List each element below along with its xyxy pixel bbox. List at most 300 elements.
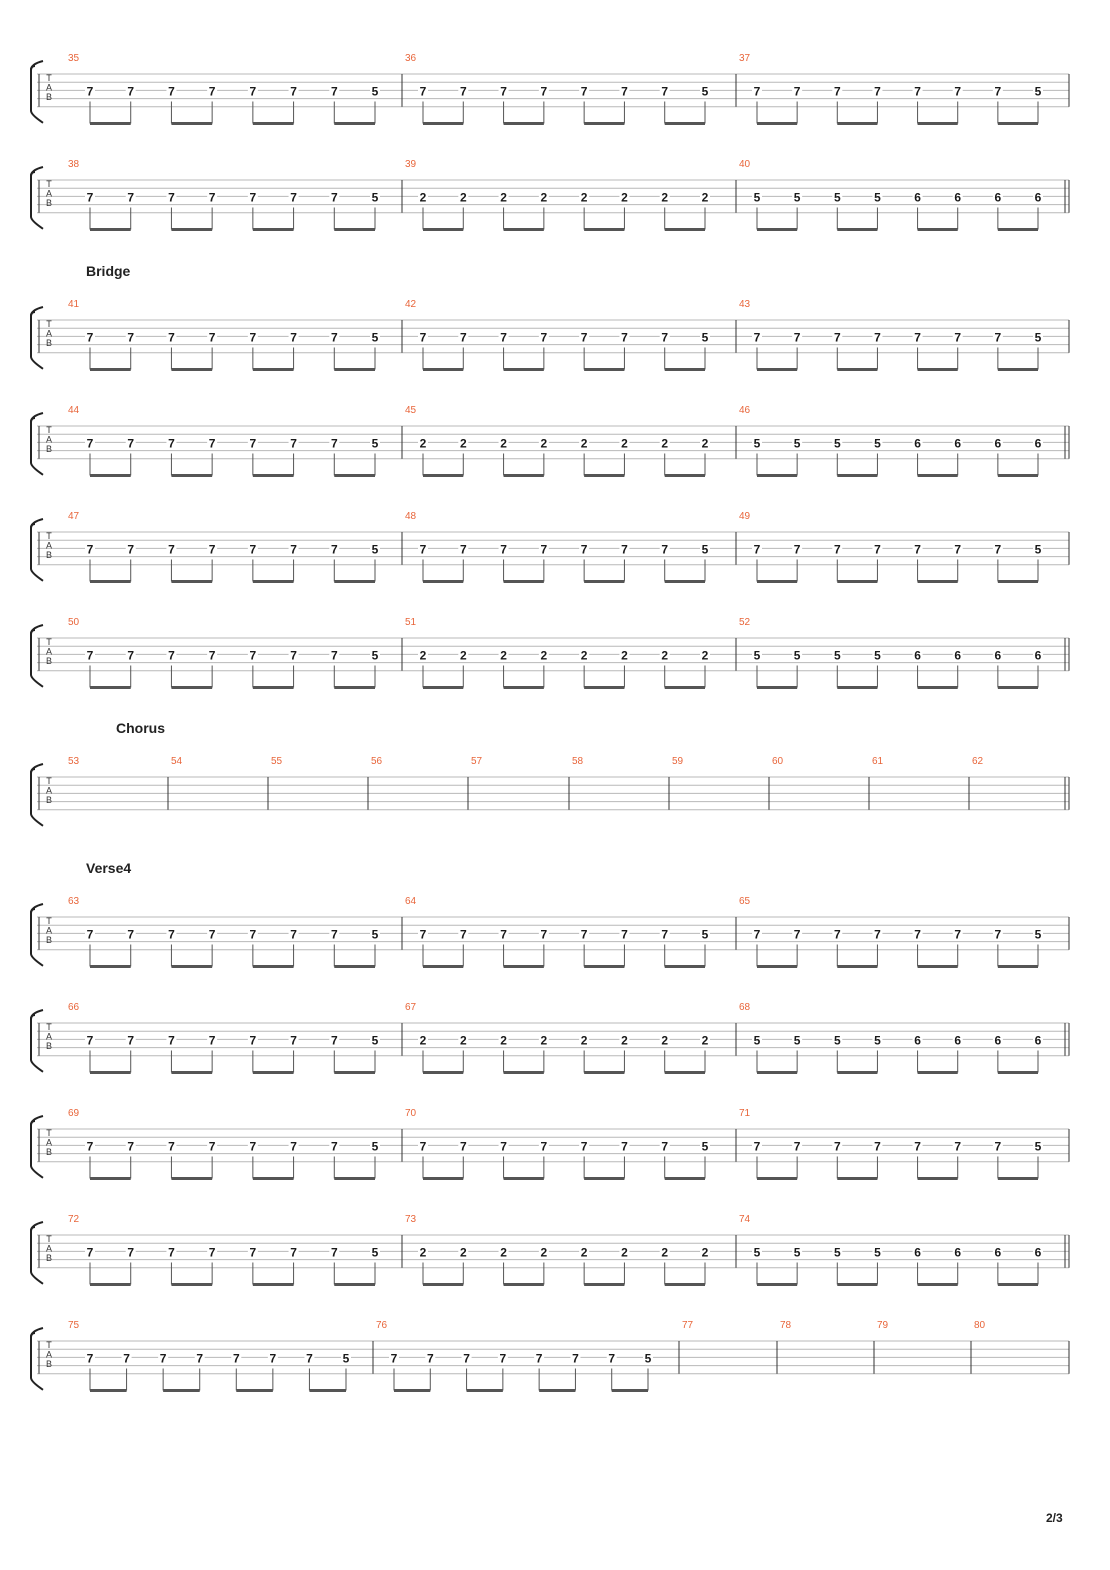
tab-clef-letter: T [46, 916, 52, 926]
fret-number: 7 [208, 1033, 216, 1048]
fret-number: 2 [661, 436, 669, 451]
fret-number: 7 [208, 542, 216, 557]
fret-number: 5 [793, 1245, 801, 1260]
fret-number: 5 [1034, 927, 1042, 942]
fret-number: 7 [463, 1351, 470, 1366]
fret-number: 6 [954, 1033, 962, 1048]
fret-number: 7 [290, 927, 297, 942]
measure-number: 47 [68, 511, 80, 522]
fret-number: 7 [330, 1245, 338, 1260]
fret-number: 5 [753, 1033, 761, 1048]
fret-number: 7 [661, 542, 669, 557]
measure-number: 72 [68, 1214, 80, 1225]
measure-number: 40 [739, 159, 751, 170]
fret-number: 7 [168, 1245, 175, 1260]
fret-number: 7 [168, 648, 175, 663]
fret-number: 2 [580, 1033, 588, 1048]
fret-number: 5 [1034, 1139, 1042, 1154]
fret-number: 7 [290, 1033, 297, 1048]
system-bracket-top [31, 1010, 43, 1019]
fret-number: 7 [208, 84, 216, 99]
measure-number: 54 [171, 756, 183, 767]
fret-number: 6 [1034, 648, 1042, 663]
fret-number: 2 [621, 1033, 628, 1048]
page-number: 2/3 [1046, 1511, 1063, 1525]
fret-number: 7 [123, 1351, 130, 1366]
tab-clef-letter: B [45, 1253, 53, 1263]
fret-number: 7 [954, 927, 962, 942]
fret-number: 7 [793, 542, 801, 557]
system-bracket-top [31, 519, 43, 528]
measure-number: 44 [68, 405, 80, 416]
fret-number: 2 [419, 190, 427, 205]
measure-number: 38 [68, 159, 80, 170]
fret-number: 5 [342, 1351, 350, 1366]
fret-number: 7 [661, 927, 669, 942]
fret-number: 7 [661, 84, 669, 99]
fret-number: 2 [419, 1245, 427, 1260]
measure-number: 52 [739, 617, 751, 628]
tab-clef-letter: A [45, 434, 53, 445]
fret-number: 2 [580, 1245, 588, 1260]
fret-number: 7 [580, 927, 588, 942]
fret-number: 2 [500, 436, 507, 451]
fret-number: 5 [701, 330, 709, 345]
fret-number: 6 [954, 1245, 962, 1260]
fret-number: 7 [330, 1033, 338, 1048]
fret-number: 7 [753, 542, 761, 557]
tab-clef-letter: T [46, 1128, 52, 1138]
fret-number: 5 [701, 542, 709, 557]
fret-number: 7 [914, 330, 921, 345]
fret-number: 2 [540, 1245, 548, 1260]
fret-number: 2 [701, 190, 709, 205]
measure-number: 80 [974, 1320, 986, 1331]
fret-number: 7 [753, 1139, 761, 1154]
fret-number: 2 [621, 1245, 628, 1260]
fret-number: 7 [580, 542, 588, 557]
fret-number: 7 [168, 436, 175, 451]
fret-number: 6 [1034, 190, 1042, 205]
fret-number: 2 [701, 1033, 709, 1048]
fret-number: 7 [874, 542, 881, 557]
system-bracket-top [31, 764, 43, 773]
fret-number: 5 [874, 648, 881, 663]
fret-number: 7 [459, 542, 467, 557]
tab-clef-letter: B [45, 795, 53, 805]
fret-number: 7 [994, 84, 1002, 99]
fret-number: 5 [371, 1033, 379, 1048]
tab-clef-letter: T [46, 1234, 52, 1244]
fret-number: 6 [914, 436, 921, 451]
fret-number: 5 [833, 648, 841, 663]
measure-number: 61 [872, 756, 884, 767]
fret-number: 5 [874, 436, 881, 451]
fret-number: 7 [914, 1139, 921, 1154]
fret-number: 7 [661, 1139, 669, 1154]
system-bracket [31, 1015, 43, 1072]
fret-number: 7 [208, 1139, 216, 1154]
measure-number: 71 [739, 1108, 751, 1119]
fret-number: 7 [86, 648, 94, 663]
fret-number: 7 [290, 330, 297, 345]
fret-number: 7 [86, 1139, 94, 1154]
fret-number: 7 [168, 542, 175, 557]
fret-number: 7 [86, 84, 94, 99]
fret-number: 2 [621, 436, 628, 451]
fret-number: 5 [793, 436, 801, 451]
fret-number: 7 [874, 84, 881, 99]
fret-number: 5 [644, 1351, 652, 1366]
fret-number: 7 [793, 84, 801, 99]
fret-number: 7 [127, 436, 135, 451]
fret-number: 6 [914, 190, 921, 205]
fret-number: 7 [249, 1245, 257, 1260]
tab-clef-letter: B [45, 444, 53, 454]
system-bracket-top [31, 904, 43, 913]
fret-number: 7 [330, 84, 338, 99]
fret-number: 5 [371, 330, 379, 345]
measure-number: 46 [739, 405, 751, 416]
fret-number: 7 [833, 1139, 841, 1154]
fret-number: 7 [127, 1245, 135, 1260]
fret-number: 7 [499, 1351, 507, 1366]
fret-number: 7 [874, 330, 881, 345]
measure-number: 55 [271, 756, 283, 767]
fret-number: 2 [621, 648, 628, 663]
fret-number: 7 [833, 542, 841, 557]
system-bracket-top [31, 307, 43, 316]
fret-number: 7 [168, 330, 175, 345]
fret-number: 7 [994, 330, 1002, 345]
fret-number: 5 [1034, 84, 1042, 99]
fret-number: 7 [914, 927, 921, 942]
fret-number: 7 [500, 330, 507, 345]
system-bracket [31, 769, 43, 826]
fret-number: 5 [793, 1033, 801, 1048]
fret-number: 7 [330, 190, 338, 205]
fret-number: 7 [249, 1139, 257, 1154]
tab-clef-letter: A [45, 82, 53, 93]
tab-clef-letter: A [45, 1137, 53, 1148]
fret-number: 7 [954, 1139, 962, 1154]
system-bracket [31, 1227, 43, 1284]
fret-number: 7 [290, 1245, 297, 1260]
fret-number: 2 [661, 1033, 669, 1048]
fret-number: 2 [540, 648, 548, 663]
fret-number: 7 [168, 1033, 175, 1048]
fret-number: 7 [572, 1351, 579, 1366]
fret-number: 5 [371, 190, 379, 205]
measure-number: 65 [739, 896, 751, 907]
fret-number: 5 [371, 648, 379, 663]
fret-number: 7 [86, 1351, 94, 1366]
tab-clef-letter: A [45, 925, 53, 936]
fret-number: 6 [994, 1033, 1002, 1048]
tab-clef-letter: T [46, 637, 52, 647]
system-bracket-top [31, 61, 43, 70]
measure-number: 74 [739, 1214, 751, 1225]
fret-number: 7 [208, 190, 216, 205]
fret-number: 7 [168, 927, 175, 942]
fret-number: 7 [540, 927, 548, 942]
fret-number: 6 [914, 1245, 921, 1260]
measure-number: 66 [68, 1002, 80, 1013]
fret-number: 7 [621, 84, 628, 99]
tab-clef-letter: B [45, 1359, 53, 1369]
fret-number: 7 [127, 330, 135, 345]
fret-number: 6 [914, 1033, 921, 1048]
fret-number: 7 [330, 542, 338, 557]
fret-number: 7 [621, 330, 628, 345]
fret-number: 5 [701, 84, 709, 99]
fret-number: 7 [621, 927, 628, 942]
fret-number: 7 [127, 1033, 135, 1048]
fret-number: 6 [1034, 1033, 1042, 1048]
system-bracket [31, 630, 43, 687]
fret-number: 7 [540, 330, 548, 345]
tab-clef-letter: A [45, 328, 53, 339]
fret-number: 7 [580, 84, 588, 99]
fret-number: 7 [330, 927, 338, 942]
tab-clef-letter: A [45, 646, 53, 657]
fret-number: 7 [159, 1351, 167, 1366]
fret-number: 7 [500, 84, 507, 99]
fret-number: 2 [701, 436, 709, 451]
fret-number: 7 [127, 927, 135, 942]
measure-number: 41 [68, 299, 80, 310]
fret-number: 2 [459, 648, 467, 663]
tab-clef-letter: B [45, 92, 53, 102]
tab-clef-letter: B [45, 550, 53, 560]
measure-number: 35 [68, 53, 80, 64]
fret-number: 7 [290, 542, 297, 557]
measure-number: 43 [739, 299, 751, 310]
fret-number: 7 [168, 190, 175, 205]
fret-number: 2 [500, 1033, 507, 1048]
fret-number: 7 [914, 84, 921, 99]
fret-number: 7 [419, 330, 427, 345]
fret-number: 5 [371, 436, 379, 451]
fret-number: 6 [914, 648, 921, 663]
measure-number: 76 [376, 1320, 388, 1331]
measure-number: 68 [739, 1002, 751, 1013]
fret-number: 5 [753, 648, 761, 663]
fret-number: 5 [371, 1139, 379, 1154]
fret-number: 7 [249, 542, 257, 557]
fret-number: 7 [168, 84, 175, 99]
fret-number: 2 [540, 190, 548, 205]
tab-clef-letter: A [45, 540, 53, 551]
fret-number: 7 [540, 1139, 548, 1154]
fret-number: 5 [833, 190, 841, 205]
tab-clef-letter: B [45, 935, 53, 945]
fret-number: 7 [208, 927, 216, 942]
fret-number: 7 [249, 436, 257, 451]
system-bracket-top [31, 1222, 43, 1231]
fret-number: 7 [833, 927, 841, 942]
tab-clef-letter: T [46, 425, 52, 435]
system-bracket [31, 66, 43, 123]
fret-number: 7 [793, 330, 801, 345]
fret-number: 7 [580, 1139, 588, 1154]
fret-number: 5 [371, 84, 379, 99]
fret-number: 7 [196, 1351, 204, 1366]
fret-number: 7 [290, 648, 297, 663]
fret-number: 7 [459, 1139, 467, 1154]
fret-number: 7 [621, 542, 628, 557]
fret-number: 7 [753, 927, 761, 942]
measure-number: 57 [471, 756, 483, 767]
fret-number: 7 [86, 436, 94, 451]
fret-number: 7 [127, 190, 135, 205]
tab-clef-letter: A [45, 1243, 53, 1254]
fret-number: 7 [621, 1139, 628, 1154]
fret-number: 7 [86, 190, 94, 205]
fret-number: 7 [608, 1351, 616, 1366]
fret-number: 2 [500, 1245, 507, 1260]
fret-number: 5 [371, 927, 379, 942]
tab-clef-letter: B [45, 1147, 53, 1157]
fret-number: 2 [419, 1033, 427, 1048]
fret-number: 7 [535, 1351, 543, 1366]
fret-number: 7 [86, 330, 94, 345]
measure-number: 63 [68, 896, 80, 907]
fret-number: 7 [954, 330, 962, 345]
system-bracket-top [31, 167, 43, 176]
fret-number: 6 [994, 190, 1002, 205]
tab-clef-letter: T [46, 776, 52, 786]
section-label: Verse4 [86, 860, 132, 876]
system-bracket [31, 1333, 43, 1390]
fret-number: 7 [330, 330, 338, 345]
tab-clef-letter: A [45, 785, 53, 796]
tab-clef-letter: B [45, 656, 53, 666]
fret-number: 5 [833, 1033, 841, 1048]
fret-number: 2 [419, 436, 427, 451]
fret-number: 2 [580, 648, 588, 663]
fret-number: 7 [419, 542, 427, 557]
fret-number: 5 [874, 1245, 881, 1260]
fret-number: 2 [661, 190, 669, 205]
fret-number: 7 [793, 1139, 801, 1154]
measure-number: 59 [672, 756, 684, 767]
system-bracket-top [31, 625, 43, 634]
measure-number: 42 [405, 299, 417, 310]
tab-clef-letter: B [45, 198, 53, 208]
fret-number: 7 [540, 542, 548, 557]
measure-number: 60 [772, 756, 784, 767]
fret-number: 7 [208, 330, 216, 345]
measure-number: 39 [405, 159, 417, 170]
measure-number: 36 [405, 53, 417, 64]
fret-number: 5 [874, 1033, 881, 1048]
fret-number: 7 [540, 84, 548, 99]
fret-number: 7 [954, 84, 962, 99]
tab-clef-letter: A [45, 1031, 53, 1042]
tab-clef-letter: T [46, 319, 52, 329]
fret-number: 7 [580, 330, 588, 345]
tab-clef-letter: B [45, 1041, 53, 1051]
fret-number: 7 [419, 84, 427, 99]
fret-number: 7 [208, 648, 216, 663]
fret-number: 2 [500, 648, 507, 663]
fret-number: 6 [954, 436, 962, 451]
fret-number: 7 [168, 1139, 175, 1154]
fret-number: 7 [874, 927, 881, 942]
fret-number: 7 [500, 1139, 507, 1154]
fret-number: 7 [290, 1139, 297, 1154]
fret-number: 7 [914, 542, 921, 557]
measure-number: 48 [405, 511, 417, 522]
fret-number: 7 [330, 1139, 338, 1154]
fret-number: 7 [833, 330, 841, 345]
fret-number: 6 [954, 190, 962, 205]
fret-number: 7 [459, 330, 467, 345]
fret-number: 5 [833, 436, 841, 451]
fret-number: 7 [874, 1139, 881, 1154]
fret-number: 6 [1034, 436, 1042, 451]
fret-number: 7 [249, 1033, 257, 1048]
measure-number: 67 [405, 1002, 417, 1013]
fret-number: 2 [459, 190, 467, 205]
fret-number: 6 [954, 648, 962, 663]
fret-number: 7 [753, 330, 761, 345]
fret-number: 2 [459, 1245, 467, 1260]
fret-number: 7 [994, 1139, 1002, 1154]
fret-number: 7 [86, 927, 94, 942]
fret-number: 6 [1034, 1245, 1042, 1260]
fret-number: 5 [1034, 330, 1042, 345]
measure-number: 62 [972, 756, 984, 767]
fret-number: 7 [426, 1351, 434, 1366]
system-bracket-top [31, 1328, 43, 1337]
fret-number: 7 [833, 84, 841, 99]
fret-number: 2 [661, 1245, 669, 1260]
fret-number: 7 [127, 1139, 135, 1154]
fret-number: 7 [232, 1351, 240, 1366]
fret-number: 2 [419, 648, 427, 663]
measure-number: 78 [780, 1320, 792, 1331]
tab-clef-letter: T [46, 531, 52, 541]
tab-clef-letter: B [45, 338, 53, 348]
fret-number: 5 [753, 1245, 761, 1260]
system-bracket [31, 312, 43, 369]
fret-number: 2 [621, 190, 628, 205]
fret-number: 7 [127, 84, 135, 99]
measure-number: 51 [405, 617, 417, 628]
fret-number: 5 [701, 1139, 709, 1154]
measure-number: 53 [68, 756, 80, 767]
fret-number: 2 [580, 190, 588, 205]
fret-number: 5 [753, 190, 761, 205]
measure-number: 37 [739, 53, 751, 64]
fret-number: 7 [249, 84, 257, 99]
measure-number: 45 [405, 405, 417, 416]
fret-number: 7 [459, 84, 467, 99]
fret-number: 6 [994, 436, 1002, 451]
fret-number: 7 [249, 330, 257, 345]
fret-number: 2 [459, 436, 467, 451]
fret-number: 5 [371, 1245, 379, 1260]
fret-number: 7 [459, 927, 467, 942]
fret-number: 7 [249, 648, 257, 663]
fret-number: 7 [330, 648, 338, 663]
system-bracket [31, 418, 43, 475]
fret-number: 7 [290, 190, 297, 205]
fret-number: 2 [540, 1033, 548, 1048]
fret-number: 2 [540, 436, 548, 451]
